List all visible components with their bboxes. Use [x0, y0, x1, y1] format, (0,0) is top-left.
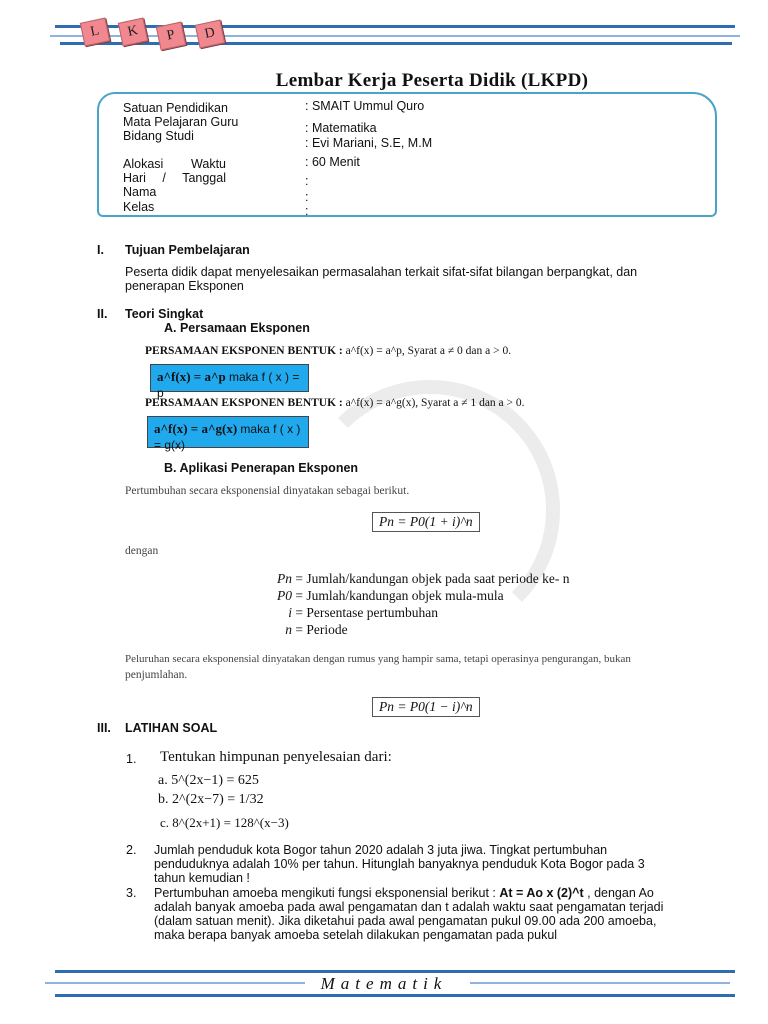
- dengan-label: dengan: [125, 545, 159, 557]
- section-1-title: Tujuan Pembelajaran: [125, 243, 250, 257]
- question-3-text: [154, 886, 674, 942]
- header-letter-l: L: [80, 18, 110, 47]
- question-1-number: 1.: [126, 752, 137, 766]
- question-3-text-2: , dengan: [587, 886, 636, 900]
- section-3-number: III.: [97, 721, 111, 735]
- label-time: [123, 157, 226, 171]
- question-3-formula: At = Ao x (2)^t: [499, 886, 584, 900]
- label-time-b: Waktu: [191, 157, 226, 171]
- legend-row-pn: [262, 571, 570, 587]
- question-2-text: Jumlah penduduk kota Bogor tahun 2020 adalah 3 juta jiwa. Tingkat pertumbuhan penduduknya adalah 10% per tahun. Hitunglah banyaknya penduduk Kota Bogor pada 3 tahun kemudian !: [154, 843, 645, 885]
- legend-sym-pn: Pn: [277, 571, 292, 586]
- decay-formula: Pn = P0(1 − i)^n: [372, 697, 480, 717]
- footer-rule-top: [55, 970, 735, 973]
- value-teacher: : Evi Mariani, S.E, M.M: [305, 136, 433, 150]
- section-2-number: II.: [97, 307, 108, 321]
- equation-box-2-text: maka f ( x ) = g(x): [154, 422, 301, 452]
- equation-box-1-eq: a^f(x) = a^p: [157, 369, 226, 384]
- question-3-number: 3.: [126, 886, 137, 900]
- section-2a-title: A. Persamaan Eksponen: [164, 321, 310, 335]
- persamaan-1-label: PERSAMAAN EKSPONEN BENTUK :: [145, 345, 343, 357]
- question-1c: c. 8^(2x+1) = 128^(x−3): [160, 815, 289, 830]
- label-name: Nama: [123, 185, 157, 199]
- growth-formula: Pn = P0(1 + i)^n: [372, 512, 480, 532]
- legend-text-p0: = Jumlah/kandungan objek mula-mula: [295, 588, 504, 603]
- label-school: Satuan Pendidikan: [123, 101, 228, 115]
- persamaan-2: [145, 397, 525, 409]
- label-day-c: Tanggal: [182, 171, 226, 185]
- label-time-a: Alokasi: [123, 157, 164, 171]
- question-1-text: Tentukan himpunan penyelesaian dari:: [160, 749, 392, 765]
- legend-row-p0: [262, 588, 504, 604]
- equation-box-2-eq: a^f(x) = a^g(x): [154, 421, 238, 436]
- equation-box-2: [147, 416, 309, 452]
- value-name: :: [305, 190, 309, 204]
- label-field: Bidang Studi: [123, 129, 194, 143]
- question-3-text-1: Pertumbuhan amoeba mengikuti fungsi eksponensial berikut :: [154, 886, 496, 900]
- value-class: :: [305, 204, 309, 218]
- legend-row-i: [262, 605, 438, 621]
- page-title: Lembar Kerja Peserta Didik (LKPD): [275, 70, 589, 91]
- section-1-body-line-2: penerapan Eksponen: [125, 279, 244, 293]
- label-day-b: /: [162, 171, 166, 185]
- question-3-text-3: Ao adalah banyak amoeba pada awal pengamatan dan t adalah waktu saat pengamatan terjadi (dalam satuan menit). Jika diketahui pada awal pengamatan pukul 09.00 ada 200 amoeba, maka berapa banyak amoeba setelah dilakukan pengamatan pada pukul: [154, 886, 664, 942]
- persamaan-1-equation: a^f(x) = a^p, Syarat a ≠ 0 dan a > 0.: [345, 345, 512, 357]
- persamaan-1: [145, 345, 511, 357]
- section-2b-title: B. Aplikasi Penerapan Eksponen: [164, 461, 359, 475]
- legend-text-pn: = Jumlah/kandungan objek pada saat periode ke- n: [295, 571, 570, 586]
- section-1-number: I.: [97, 243, 104, 257]
- value-school: : SMAIT Ummul Quro: [305, 99, 425, 113]
- question-2-number: 2.: [126, 843, 137, 857]
- section-1-body-line-1: Peserta didik dapat menyelesaikan permasalahan terkait sifat-sifat bilangan berpangkat, dan: [125, 265, 638, 279]
- legend-text-i: = Persentase pertumbuhan: [295, 605, 438, 620]
- decay-text-line-1: Peluruhan secara eksponensial dinyatakan dengan rumus yang hampir sama, tetapi operasinya pengurangan, bukan: [125, 653, 631, 665]
- label-day: [123, 171, 226, 185]
- growth-intro: Pertumbuhan secara eksponensial dinyatakan sebagai berikut.: [125, 485, 410, 497]
- section-3-title: LATIHAN SOAL: [125, 721, 218, 735]
- value-subject: : Matematika: [305, 121, 377, 135]
- question-1b: b. 2^(2x−7) = 1/32: [158, 792, 264, 807]
- equation-box-1-text: maka f ( x ) = p: [157, 370, 300, 400]
- legend-row-n: [262, 622, 348, 638]
- legend-sym-n: n: [285, 622, 292, 637]
- label-subject: Mata Pelajaran Guru: [123, 115, 239, 129]
- label-class: Kelas: [123, 200, 155, 214]
- header-letter-p: P: [156, 22, 186, 51]
- section-2-title: Teori Singkat: [125, 307, 204, 321]
- equation-box-1: [150, 364, 309, 400]
- decay-text-line-2: penjumlahan.: [125, 669, 188, 681]
- value-time: : 60 Menit: [305, 155, 360, 169]
- persamaan-2-equation: a^f(x) = a^g(x), Syarat a ≠ 1 dan a > 0.: [345, 397, 525, 409]
- label-day-a: Hari: [123, 171, 146, 185]
- header-rule-mid: [50, 35, 740, 37]
- header-letter-k: K: [118, 18, 148, 47]
- legend-sym-p0: P0: [277, 588, 292, 603]
- legend-text-n: = Periode: [295, 622, 348, 637]
- persamaan-2-label: PERSAMAAN EKSPONEN BENTUK :: [145, 397, 343, 409]
- footer-title: Matematik: [320, 974, 448, 993]
- header-letter-d: D: [195, 20, 225, 49]
- legend-sym-i: i: [288, 605, 292, 620]
- value-day: :: [305, 174, 309, 188]
- footer-rule-bottom: [55, 994, 735, 997]
- question-1a: a. 5^(2x−1) = 625: [158, 773, 259, 788]
